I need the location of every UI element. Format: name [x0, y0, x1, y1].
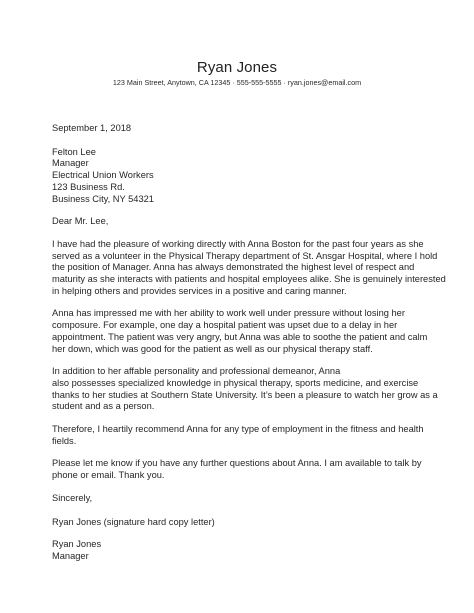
paragraph-line: fields. — [52, 435, 77, 446]
paragraph-line: In addition to her affable personality and professional demeanor, Anna — [52, 366, 341, 377]
sender-contact-info: 123 Main Street, Anytown, CA 12345 · 555-555-5555 · ryan.jones@email.com — [112, 78, 362, 87]
paragraph-line: student and as a person. — [52, 401, 155, 412]
letterhead — [0, 59, 474, 88]
paragraph-line: also possesses specialized knowledge in physical therapy, sports medicine, and exercise — [52, 377, 419, 388]
paragraph-5 — [52, 458, 430, 481]
letter-date: September 1, 2018 — [52, 123, 132, 133]
paragraph-line: maturity as she interacts with patients and hospital employees alike. She is genuinely interested — [52, 274, 446, 285]
paragraph-4 — [52, 424, 430, 447]
recipient-city: Business City, NY 54321 — [52, 193, 154, 204]
paragraph-line: Please let me know if you have any further questions about Anna. I am available to talk by — [52, 458, 422, 469]
signer-title: Manager — [52, 550, 89, 561]
paragraph-line: thanks to her studies at Southern State University. It’s been a pleasure to watch her grow as a — [52, 389, 438, 400]
recipient-address — [52, 147, 430, 206]
paragraph-line: Therefore, I heartily recommend Anna for any type of employment in the fitness and health — [52, 424, 424, 435]
paragraph-line: composure. For example, one day a hospital patient was upset due to a delay in her — [52, 320, 398, 331]
paragraph-2 — [52, 308, 430, 355]
paragraph-1 — [52, 238, 446, 298]
paragraph-line: the position of Manager. Anna has always demonstrated the highest level of respect and — [52, 262, 415, 273]
paragraph-line: her down, which was good for the patient as well as our physical therapy staff. — [52, 343, 373, 354]
signer-block — [52, 539, 430, 562]
paragraph-line: served as a volunteer in the Physical Therapy department of St. Ansgar Hospital, where I hold — [52, 250, 438, 261]
paragraph-line: phone or email. Thank you. — [52, 470, 165, 481]
signature-note: Ryan Jones (signature hard copy letter) — [52, 516, 215, 527]
paragraph-line: in helping others and provides services in a positive and caring manner. — [52, 285, 347, 296]
paragraph-line: appointment. The patient was very angry, but Anna was able to soothe the patient and calm — [52, 331, 428, 342]
closing: Sincerely, — [52, 492, 93, 503]
recipient-name: Felton Lee — [52, 146, 96, 157]
sender-name: Ryan Jones — [196, 59, 278, 76]
paragraph-3 — [52, 366, 438, 413]
paragraph-line: Anna has impressed me with her ability to work well under pressure without losing her — [52, 308, 405, 319]
paragraph-line: I have had the pleasure of working directly with Anna Boston for the past four years as she — [52, 238, 424, 249]
recipient-title: Manager — [52, 158, 89, 169]
recipient-street: 123 Business Rd. — [52, 181, 125, 192]
salutation: Dear Mr. Lee, — [52, 216, 109, 227]
signer-name: Ryan Jones — [52, 539, 102, 550]
letter-body — [52, 123, 446, 563]
recipient-organization: Electrical Union Workers — [52, 170, 154, 181]
